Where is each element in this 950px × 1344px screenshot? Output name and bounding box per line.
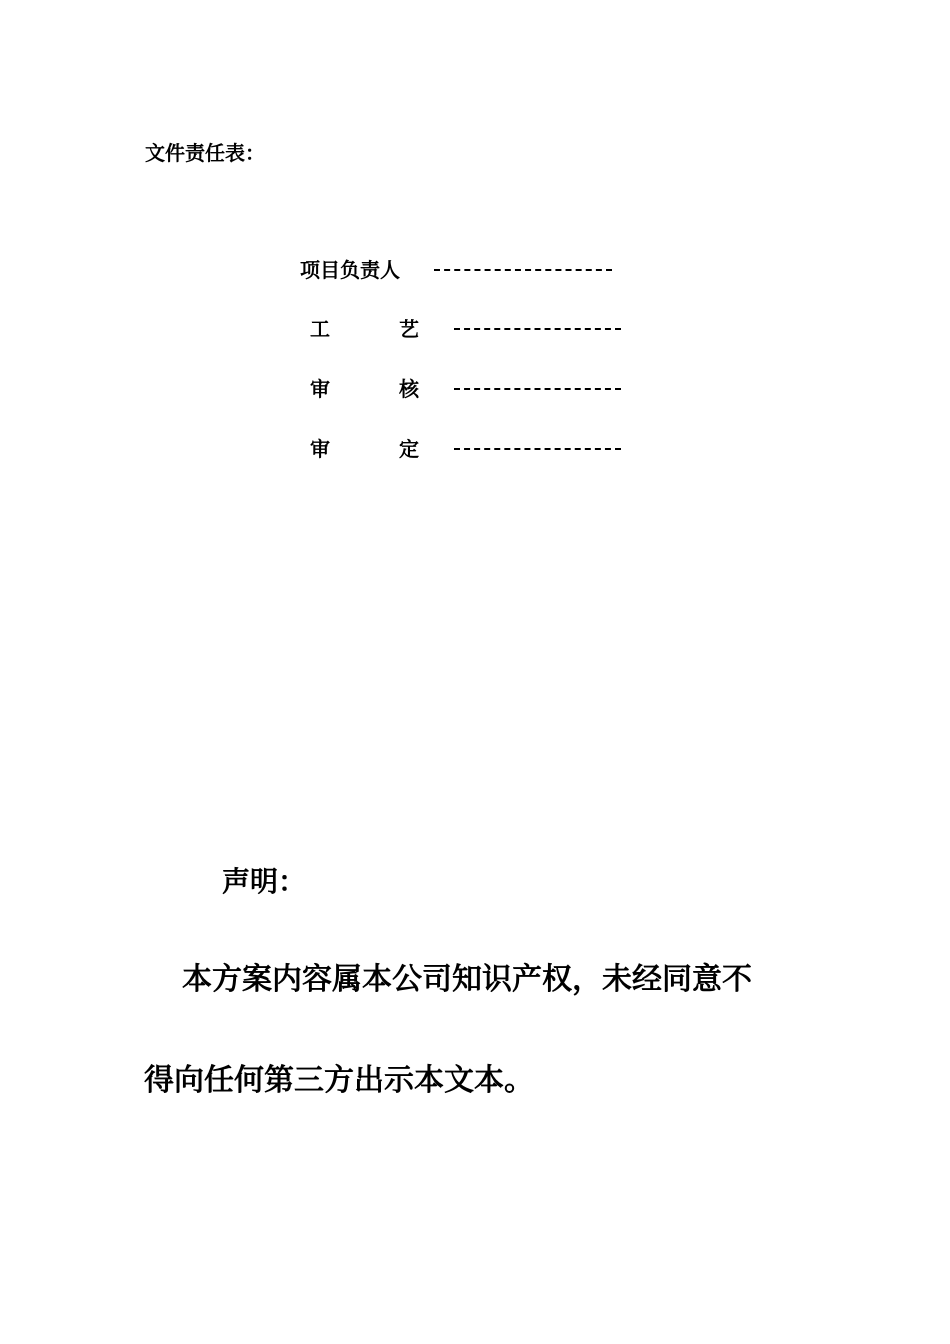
approve-label-char-2: 定 bbox=[399, 437, 419, 461]
process-label-char-1: 工 bbox=[310, 317, 330, 341]
process-signature-line bbox=[454, 328, 621, 330]
statement-line-2: 得向任何第三方出示本文本。 bbox=[144, 1063, 534, 1098]
process-label-char-2: 艺 bbox=[399, 317, 419, 341]
review-label-char-1: 审 bbox=[310, 377, 330, 401]
approve-signature-line bbox=[454, 448, 621, 450]
project-lead-signature-line bbox=[434, 269, 612, 271]
statement-heading: 声明： bbox=[222, 865, 307, 898]
page-title: 文件责任表： bbox=[145, 141, 265, 165]
approve-label-char-1: 审 bbox=[310, 437, 330, 461]
review-label-char-2: 核 bbox=[399, 377, 419, 401]
signature-row-review bbox=[0, 375, 950, 403]
signature-row-approve bbox=[0, 435, 950, 463]
review-signature-line bbox=[454, 388, 621, 390]
project-lead-label: 项目负责人 bbox=[300, 258, 400, 282]
signature-row-process bbox=[0, 315, 950, 343]
statement-line-1: 本方案内容属本公司知识产权，未经同意不 bbox=[182, 962, 752, 997]
signature-row-project-lead bbox=[0, 256, 950, 284]
